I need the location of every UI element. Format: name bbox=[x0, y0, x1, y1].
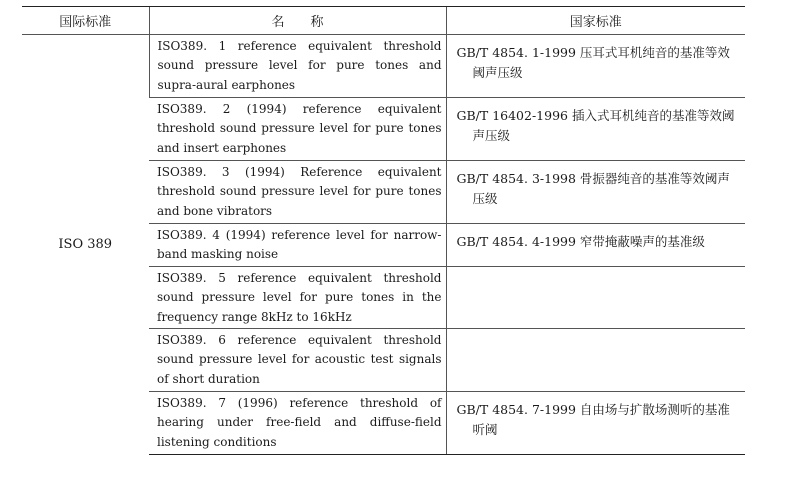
name-cell bbox=[149, 98, 446, 161]
national-cell bbox=[446, 267, 745, 329]
name-cell bbox=[149, 392, 446, 455]
header-international: 国际标准 bbox=[22, 7, 149, 35]
header-row bbox=[22, 7, 745, 35]
header-name: 名 称 bbox=[149, 7, 446, 35]
name-text: ISO389. 1 reference equivalent threshold sound pressure level for pure tones and supra-aural earphones bbox=[157, 39, 442, 92]
national-cell bbox=[446, 224, 745, 267]
national-text: GB/T 4854. 7-1999 自由场与扩散场测听的基准听阈 bbox=[456, 402, 730, 437]
header-national: 国家标准 bbox=[446, 7, 745, 35]
standards-table bbox=[22, 6, 745, 455]
national-cell bbox=[446, 392, 745, 455]
name-text: ISO389. 7 (1996) reference threshold of hearing under free-field and diffuse-field listening conditions bbox=[157, 396, 442, 449]
intl-standard-cell: ISO 389 bbox=[58, 237, 113, 253]
table-row bbox=[22, 35, 745, 98]
national-text: GB/T 4854. 4-1999 窄带掩蔽噪声的基准级 bbox=[456, 234, 705, 249]
name-cell bbox=[149, 161, 446, 224]
name-text: ISO389. 3 (1994) Reference equivalent threshold sound pressure level for pure tones and bone vibrators bbox=[157, 165, 442, 218]
name-text: ISO389. 5 reference equivalent threshold sound pressure level for pure tones in the frequency range 8kHz to 16kHz bbox=[157, 271, 442, 324]
national-text bbox=[447, 267, 746, 275]
national-text: GB/T 4854. 3-1998 骨振器纯音的基准等效阈声压级 bbox=[456, 171, 730, 206]
name-cell bbox=[149, 35, 446, 98]
national-cell bbox=[446, 329, 745, 392]
name-text: ISO389. 6 reference equivalent threshold sound pressure level for acoustic test signals of short duration bbox=[157, 333, 442, 386]
name-cell bbox=[149, 267, 446, 329]
national-text: GB/T 4854. 1-1999 压耳式耳机纯音的基准等效阈声压级 bbox=[456, 45, 730, 80]
name-text: ISO389. 2 (1994) reference equivalent threshold sound pressure level for pure tones and insert earphones bbox=[157, 102, 442, 155]
name-cell bbox=[149, 224, 446, 267]
national-text bbox=[447, 329, 746, 337]
national-text: GB/T 16402-1996 插入式耳机纯音的基准等效阈声压级 bbox=[456, 108, 735, 143]
name-text: ISO389. 4 (1994) reference level for narrow-band masking noise bbox=[157, 228, 442, 262]
national-cell bbox=[446, 98, 745, 161]
national-cell bbox=[446, 35, 745, 98]
national-cell bbox=[446, 161, 745, 224]
name-cell bbox=[149, 329, 446, 392]
